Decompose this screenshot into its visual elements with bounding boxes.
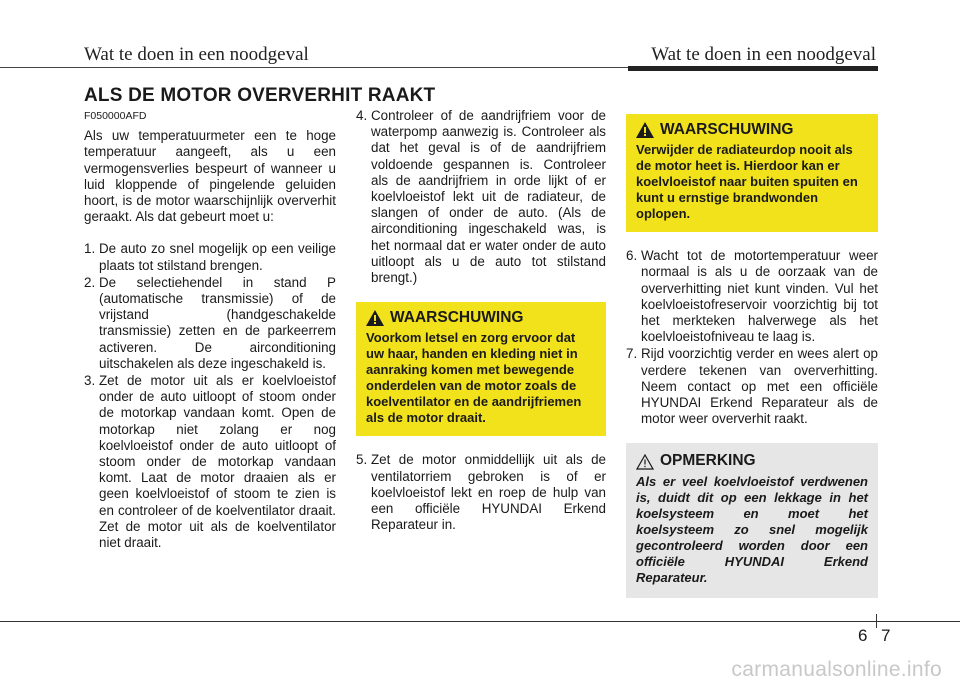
header-left-title: Wat te doen in een noodgeval [84,44,309,65]
column-right [626,108,878,598]
footer-rule [0,621,960,622]
header-rule [0,66,960,70]
step-item: 1. De auto zo snel mogelijk op een veilige plaats tot stilstand brengen. [84,241,336,273]
warning-title: WAARSCHUWING [660,121,794,138]
note-title: OPMERKING [660,452,756,470]
watermark: carmanualsonline.info [731,658,942,681]
chapter-number: 6 [858,626,868,645]
steps-list-right [626,248,878,427]
warning-triangle-icon [636,122,654,138]
page-number-divider [876,614,877,628]
step-item: 4. Controleer of de aandrijfriem voor de waterpomp aanwezig is. Controleer als dat het geval is of de aandrijfriem voldoende gespannen is. Controleer als de aandrijfriem in orde lijkt of er koelvloeistof lekt uit de radiateur, de slangen of onder de auto. (Als de airconditioning ingeschakeld was, is het normaal dat er water onder de auto uitloopt als u de auto tot stilstand brengt.) [356,108,606,286]
header-right-title: Wat te doen in een noodgeval [651,44,876,65]
warning-box-right [626,114,878,232]
warning-triangle-icon [366,310,384,326]
warning-box-middle [356,302,606,436]
step-item: 3. Zet de motor uit als er koelvloeistof onder de auto uitloopt of stoom onder de motorkap vandaan komt. Open de motorkap niet zolang er nog koelvloeistof onder de auto uitloopt of stoom onder de motorkap vandaan komt. Laat de motor draaien als er geen koelvloeistof of stoom te zien is en controleer of de koelventilator draait. Zet de motor uit als de koelventilator niet draait. [84,373,336,551]
section-title: ALS DE MOTOR OVERVERHIT RAAKT [84,85,436,106]
caution-triangle-outline-icon [636,454,654,470]
column-left [84,108,336,552]
note-text: Als er veel koelvloeistof verdwenen is, duidt dit op een lekkage in het koelsysteem en moet het koelsysteem zo snel mogelijk gecontroleerd worden door een officiële HYUNDAI Erkend Reparateur. [636,473,868,585]
intro-paragraph: Als uw temperatuurmeter een te hoge temperatuur aangeeft, als u een vermogensverlies bespeurt of wanneer u luid kloppende of pingelende geluiden hoort, is de motor waarschijnlijk oververhit geraakt. Als dat gebeurt moet u: [84,128,336,225]
steps-list-middle [356,108,606,286]
warning-text: Voorkom letsel en zorg ervoor dat uw haar, handen en kleding niet in aanraking komen met bewegende onderdelen van de motor zoals de koelventilator en de aandrijfriemen als de motor draait. [366,330,582,426]
page-number: 7 [881,626,891,645]
step-item: 7. Rijd voorzichtig verder en wees alert op verdere tekenen van oververhitting. Neem contact op met een officiële HYUNDAI Erkend Reparateur als de motor weer oververhit raakt. [626,346,878,427]
section-code: F050000AFD [84,110,147,122]
step-item: 5. Zet de motor onmiddellijk uit als de ventilatorriem gebroken is of er koelvloeistof lekt en roep de hulp van een officiële HYUNDAI Erkend Reparateur in. [356,452,606,533]
step-item: 6. Wacht tot de motortemperatuur weer normaal is als u de oorzaak van de oververhitting niet kunt vinden. Vul het koelvloeistofreservoir voorzichtig bij tot het merkteken halverwege als het koelvloeistofniveau te laag is. [626,248,878,345]
warning-title: WAARSCHUWING [390,309,524,327]
note-box [626,443,878,597]
steps-list-left [84,241,336,551]
steps-list-middle-2 [356,452,606,533]
warning-text: Verwijder de radiateurdop nooit als de motor heet is. Hierdoor kan er koelvloeistof naar buiten spuiten en kunt u ernstige brandwonden oplopen. [636,142,858,222]
column-middle [356,108,606,534]
step-item: 2. De selectiehendel in stand P (automatische transmissie) of de vrijstand (handgeschakelde transmissie) zetten en de parkeerrem activeren. De airconditioning uitschakelen als deze ingeschakeld is. [84,274,336,371]
